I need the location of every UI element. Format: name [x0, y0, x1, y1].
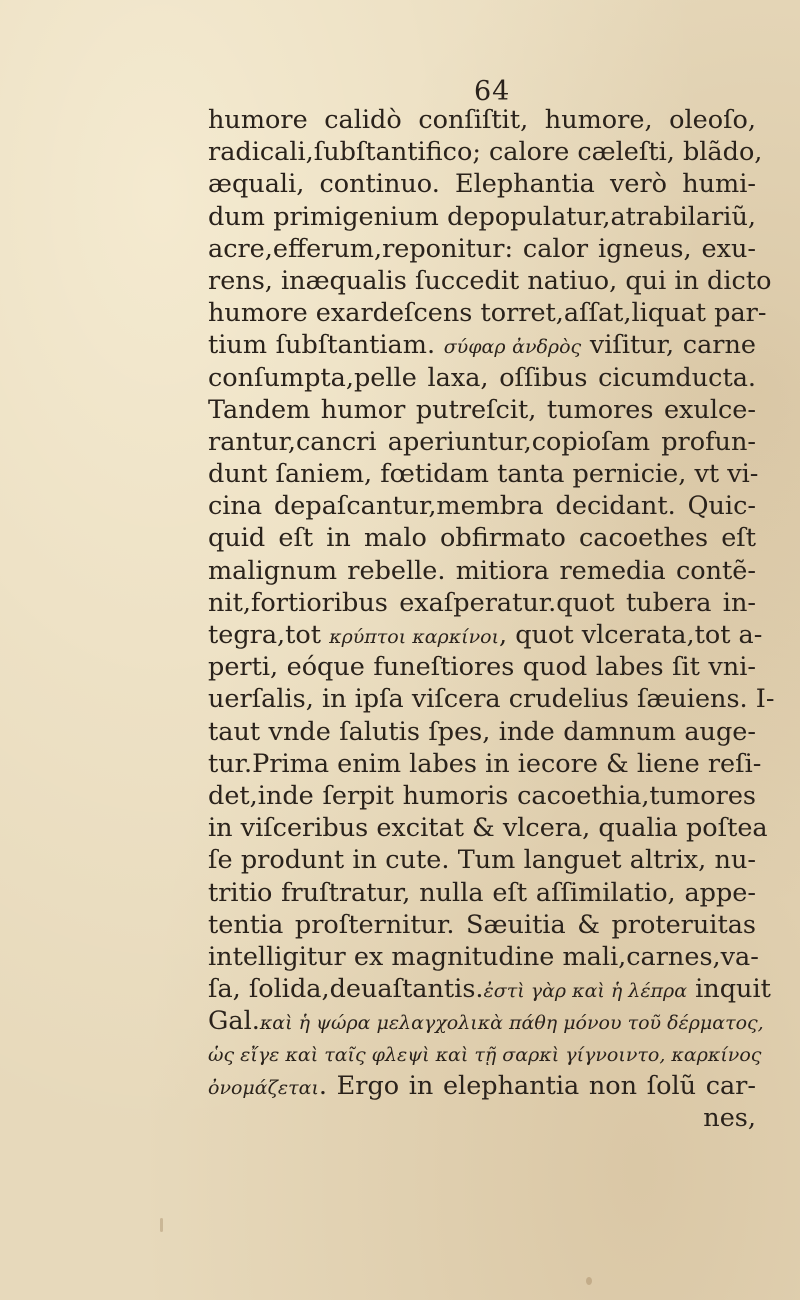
text-line [208, 716, 756, 748]
text-line [208, 748, 762, 780]
text-line [208, 1005, 764, 1037]
greek-phrase: ἐστὶ γὰρ καὶ ἡ λέπρα [483, 980, 688, 1003]
latin-text: nes, [703, 1102, 756, 1133]
page-number: 64 [474, 76, 511, 107]
text-line [208, 651, 756, 683]
body-text [208, 104, 775, 1134]
latin-text: viſitur, carne [581, 330, 756, 361]
greek-phrase: σύφαρ ἀνδρὸς [443, 336, 582, 359]
text-line [208, 104, 756, 136]
latin-text: quid eſt in malo obfirmato cacoethes eſt [208, 523, 756, 554]
greek-phrase: ὀνομάζεται [208, 1076, 319, 1099]
latin-text: intelligitur ex magnitudine mali,carnes,va- [208, 941, 759, 972]
greek-phrase: ὡς εἴγε καὶ ταῖς φλεψὶ καὶ τῇ σαρκὶ γίγνοιντο, καρκίνος [208, 1044, 762, 1067]
text-line [208, 555, 756, 587]
text-line [208, 973, 771, 1005]
latin-text: uerſalis, in ipſa viſcera crudelius ſæuiens. I- [208, 684, 775, 715]
latin-text: in viſceribus excitat & vlcera, qualia poſtea [208, 813, 768, 844]
latin-text: cina depaſcantur,membra decidant. Quic- [208, 491, 756, 522]
latin-text: radicali,ſubſtantifico; calore cæleſti, blãdo, [208, 137, 763, 168]
latin-text: dum primigenium depopulatur,atrabilariũ, [208, 201, 756, 232]
latin-text: nit,fortioribus exaſperatur.quot tubera in- [208, 587, 756, 618]
latin-text: Tandem humor putreſcit, tumores exulce- [208, 394, 756, 425]
latin-text: rantur,cancri aperiuntur,copioſam profun- [208, 426, 756, 457]
text-line [208, 490, 756, 522]
ink-speck [586, 1277, 592, 1285]
greek-phrase: κρύπτοι καρκίνοι [329, 626, 500, 648]
text-line [208, 168, 756, 200]
text-line [208, 426, 756, 458]
latin-text: humore exardeſcens torret,aſſat,liquat par- [208, 298, 767, 329]
text-line [208, 683, 775, 715]
latin-text: tritio fruſtratur, nulla eſt aſſimilatio, appe- [208, 877, 756, 908]
text-line [208, 909, 756, 941]
text-line [208, 265, 772, 297]
latin-text: malignum rebelle. mitiora remedia contẽ- [208, 555, 756, 586]
text-line [208, 877, 756, 909]
text-line [208, 587, 756, 619]
text-line [208, 941, 759, 973]
text-line [208, 297, 767, 329]
latin-text: . Ergo in elephantia non ſolũ car- [318, 1070, 756, 1101]
latin-text: , quot vlcerata,tot a- [499, 620, 763, 650]
latin-text: taut vnde ſalutis ſpes, inde damnum auge- [208, 716, 756, 747]
text-line [208, 362, 756, 394]
latin-text: tentia proſternitur. Sæuitia & proteruitas [208, 909, 756, 940]
text-line [208, 522, 756, 554]
ink-speck [160, 1218, 163, 1232]
text-line [208, 619, 763, 651]
text-line [208, 201, 756, 233]
text-line [208, 812, 768, 844]
text-line [208, 458, 759, 490]
latin-text: tium ſubſtantiam. [208, 330, 444, 361]
latin-text: humore calidò conſiſtit, humore, oleoſo, [208, 105, 756, 135]
latin-text: ſe produnt in cute. Tum languet altrix, nu- [208, 845, 756, 876]
latin-text: dunt ſaniem, fœtidam tanta pernicie, vt vi- [208, 459, 759, 490]
latin-text: Gal. [208, 1006, 260, 1037]
text-line [208, 1102, 756, 1134]
latin-text: tur.Prima enim labes in iecore & liene reſi- [208, 748, 762, 779]
latin-text: conſumpta,pelle laxa, oſſibus cicumducta. [208, 362, 756, 393]
text-line [208, 844, 756, 876]
latin-text: rens, inæqualis ſuccedit natiuo, qui in dicto [208, 265, 772, 296]
text-line [208, 136, 763, 168]
text-line [208, 780, 756, 812]
text-line [208, 394, 756, 426]
latin-text: inquit [687, 974, 771, 1005]
text-line [208, 1070, 756, 1102]
latin-text: ſa, ſolida,deuaſtantis. [208, 974, 484, 1005]
text-line [208, 1037, 762, 1069]
text-line [208, 233, 756, 265]
latin-text: tegra,tot [208, 620, 330, 650]
latin-text: acre,efferum,reponitur: calor igneus, exu- [208, 233, 756, 264]
latin-text: perti, eóque funeſtiores quod labes ſit vni- [208, 652, 756, 683]
text-line [208, 329, 756, 361]
greek-phrase: καὶ ἡ ψώρα μελαγχολικὰ πάθη μόνου τοῦ δέρματος, [259, 1012, 764, 1035]
latin-text: det,inde ſerpit humoris cacoethia,tumores [208, 780, 756, 811]
latin-text: æquali, continuo. Elephantia verò humi- [208, 169, 756, 200]
